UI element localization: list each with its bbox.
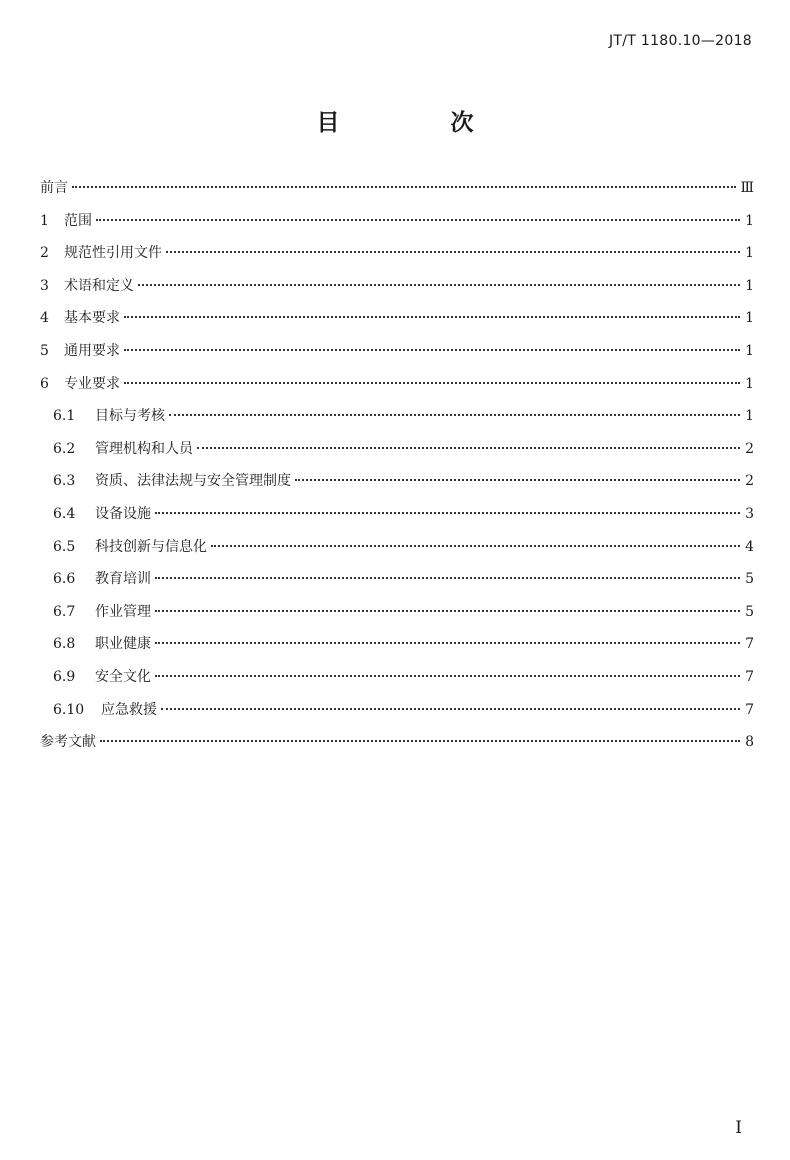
toc-leader bbox=[124, 382, 740, 384]
toc-entry-6-3[interactable] bbox=[40, 470, 754, 503]
toc-entry-page: 1 bbox=[745, 375, 754, 392]
toc-entry-number: 5 bbox=[40, 342, 49, 359]
toc-entry-6-1[interactable] bbox=[40, 405, 754, 438]
toc-entry-5[interactable] bbox=[40, 340, 754, 373]
toc-entry-number: 6.4 bbox=[53, 505, 76, 522]
page-title: 目 次 bbox=[316, 110, 518, 136]
toc-entry-page: 1 bbox=[745, 277, 754, 294]
toc-leader bbox=[155, 642, 740, 644]
toc-entry-label: 参考文献 bbox=[40, 734, 96, 751]
toc-leader bbox=[96, 219, 740, 221]
toc-entry-page: 1 bbox=[745, 408, 754, 425]
toc-entry-6-6[interactable] bbox=[40, 568, 754, 601]
toc-entry-page: 1 bbox=[745, 342, 754, 359]
toc-entry-label: 资质、法律法规与安全管理制度 bbox=[95, 473, 291, 490]
toc-leader bbox=[161, 708, 740, 710]
toc-entry-page: 7 bbox=[745, 636, 754, 653]
toc-entry-page: 8 bbox=[745, 734, 754, 751]
toc-entry-6-5[interactable] bbox=[40, 536, 754, 569]
toc-entry-page: 1 bbox=[745, 310, 754, 327]
toc-entry-number: 6.2 bbox=[53, 440, 76, 457]
toc-entry-label: 作业管理 bbox=[95, 603, 151, 620]
toc-entry-6-10[interactable] bbox=[40, 699, 754, 732]
toc-entry-page: 4 bbox=[745, 538, 754, 555]
toc-entry-number: 6.5 bbox=[53, 538, 76, 555]
toc-leader bbox=[155, 675, 740, 677]
toc-entry-page: 5 bbox=[745, 603, 754, 620]
toc-entry-label: 应急救援 bbox=[101, 701, 157, 718]
toc-leader bbox=[155, 610, 740, 612]
toc-entry-label: 术语和定义 bbox=[64, 277, 134, 294]
toc-entry-number: 6.6 bbox=[53, 571, 76, 588]
toc-entry-number: 6 bbox=[40, 375, 49, 392]
toc-entry-label: 通用要求 bbox=[64, 342, 120, 359]
toc-entry-label: 前言 bbox=[40, 180, 68, 196]
toc-entry-number: 6.7 bbox=[53, 603, 76, 620]
toc-entry-page: 7 bbox=[745, 668, 754, 685]
toc-leader bbox=[100, 740, 740, 742]
toc-leader bbox=[72, 186, 736, 188]
toc-entry-page: 1 bbox=[745, 212, 754, 229]
toc-entry-6-7[interactable] bbox=[40, 601, 754, 634]
toc-entry-label: 职业健康 bbox=[95, 636, 151, 653]
toc-entry-page: 2 bbox=[745, 440, 754, 457]
toc-entry-6-4[interactable] bbox=[40, 503, 754, 536]
toc-entry-page: 2 bbox=[745, 473, 754, 490]
toc-leader bbox=[124, 316, 740, 318]
toc-leader bbox=[295, 479, 740, 481]
toc-leader bbox=[155, 512, 740, 514]
toc-entry-4[interactable] bbox=[40, 307, 754, 340]
toc-entry-label: 科技创新与信息化 bbox=[95, 538, 207, 555]
standard-code: JT/T 1180.10—2018 bbox=[608, 33, 752, 49]
toc-entry-page: 1 bbox=[745, 245, 754, 262]
toc-entry-6-9[interactable] bbox=[40, 666, 754, 699]
toc-entry-number: 6.1 bbox=[53, 408, 76, 425]
toc-leader bbox=[211, 545, 740, 547]
toc-leader bbox=[169, 414, 740, 416]
toc-entry-1[interactable] bbox=[40, 210, 754, 243]
toc-entry-label: 设备设施 bbox=[95, 505, 151, 522]
page-number: I bbox=[735, 1118, 742, 1138]
toc-leader bbox=[138, 284, 740, 286]
toc-leader bbox=[155, 577, 740, 579]
toc-entry-number: 6.8 bbox=[53, 636, 76, 653]
toc-entry-number: 4 bbox=[40, 310, 49, 327]
toc-entry-6-8[interactable] bbox=[40, 633, 754, 666]
toc-entry-number: 1 bbox=[40, 212, 49, 229]
toc-entry-number: 6.3 bbox=[53, 473, 76, 490]
toc-entry-number: 3 bbox=[40, 277, 49, 294]
toc-entry-foreword[interactable] bbox=[40, 177, 754, 210]
toc-entry-number: 6.10 bbox=[53, 701, 85, 718]
toc-entry-label: 范围 bbox=[64, 212, 92, 229]
toc-entry-label: 安全文化 bbox=[95, 668, 151, 685]
toc-leader bbox=[124, 349, 740, 351]
toc-entry-page: Ⅲ bbox=[740, 180, 754, 196]
toc-entry-label: 目标与考核 bbox=[95, 408, 165, 425]
toc-entry-page: 5 bbox=[745, 571, 754, 588]
toc-entry-2[interactable] bbox=[40, 242, 754, 275]
toc-entry-number: 6.9 bbox=[53, 668, 76, 685]
toc-entry-label: 教育培训 bbox=[95, 571, 151, 588]
toc-entry-6-2[interactable] bbox=[40, 438, 754, 471]
toc-entry-bibliography[interactable] bbox=[40, 731, 754, 764]
toc-entry-page: 7 bbox=[745, 701, 754, 718]
toc-entry-number: 2 bbox=[40, 245, 49, 262]
toc-entry-page: 3 bbox=[745, 505, 754, 522]
toc-entry-label: 专业要求 bbox=[64, 375, 120, 392]
toc-entry-label: 管理机构和人员 bbox=[95, 440, 193, 457]
toc-entry-3[interactable] bbox=[40, 275, 754, 308]
toc-leader bbox=[166, 251, 740, 253]
toc-entry-6[interactable] bbox=[40, 373, 754, 406]
table-of-contents bbox=[40, 177, 754, 764]
toc-leader bbox=[197, 447, 740, 449]
toc-entry-label: 规范性引用文件 bbox=[64, 245, 162, 262]
toc-entry-label: 基本要求 bbox=[64, 310, 120, 327]
